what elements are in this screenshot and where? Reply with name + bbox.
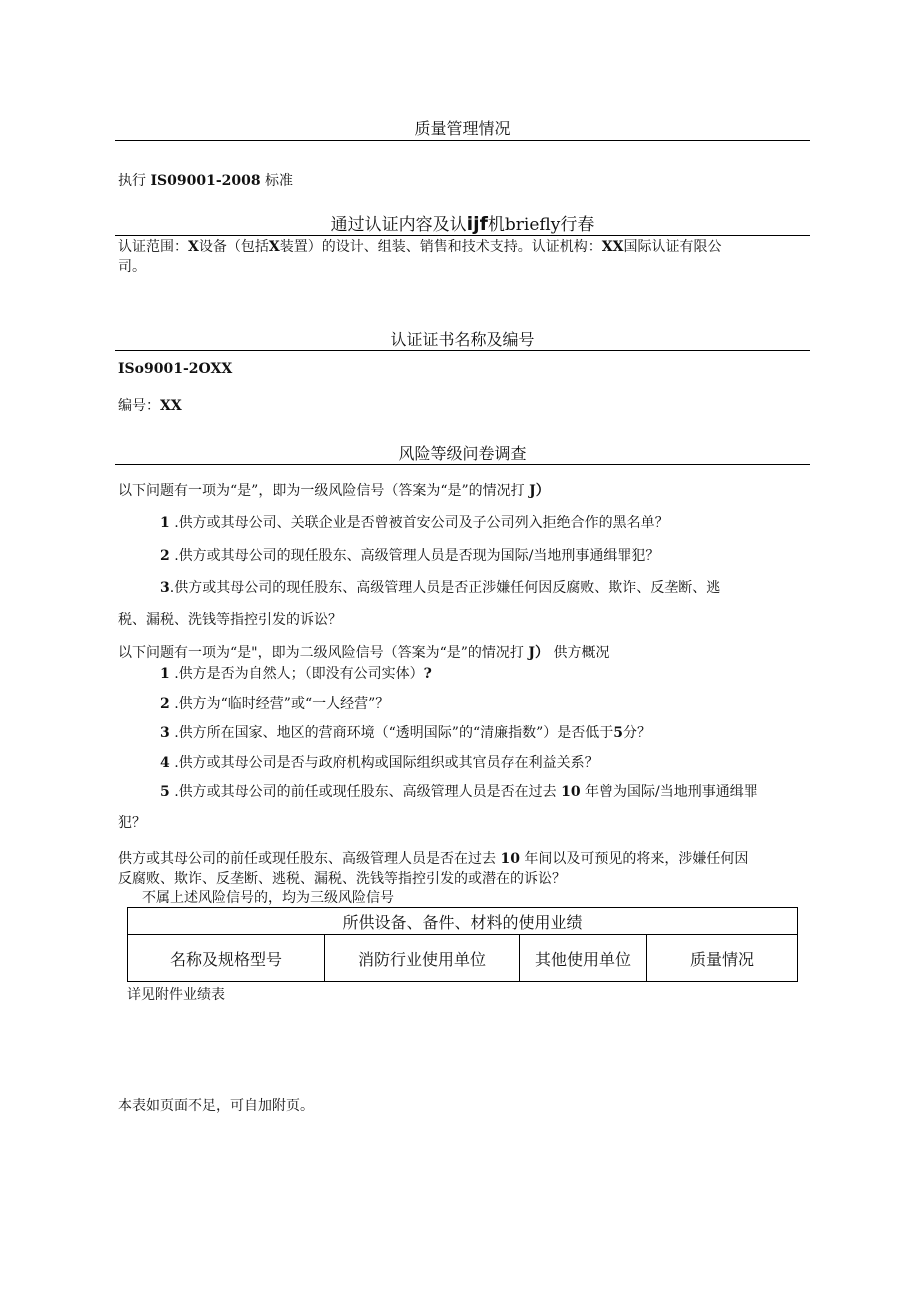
scope-x2: X	[268, 239, 280, 255]
cert-title-a: 通过认证内容及认	[330, 215, 467, 235]
scope-part4: 国际认证有限公	[623, 239, 722, 255]
item-number: 4	[160, 755, 170, 771]
column-header: 质量情况	[647, 935, 798, 982]
performance-table	[127, 907, 798, 982]
divider	[115, 235, 810, 236]
certificate-number-label: 编号：	[118, 398, 160, 414]
item-text: .供方是否为自然人；（即没有公司实体）	[174, 666, 424, 682]
certificate-name	[118, 359, 232, 379]
certificate-number	[118, 396, 182, 416]
column-header: 名称及规格型号	[128, 935, 325, 982]
level2-item	[160, 664, 432, 684]
level1-item	[160, 513, 669, 533]
standard-code: IS09001-2008	[150, 173, 261, 189]
scope-part3: 装置）的设计、组装、销售和技术支持。认证机构：	[279, 239, 602, 255]
level2-intro-mark: J）	[528, 645, 549, 661]
item-text: .供方或其母公司是否与政府机构或国际组织或其官员存在利益关系？	[174, 755, 599, 771]
scope-part2: 设备（包括	[198, 239, 269, 255]
certificate-number-value: XX	[160, 398, 182, 414]
item-text: .供方为“临时经营”或“一人经营”？	[174, 696, 390, 712]
level1-intro-text: 以下问题有一项为“是”，即为一级风险信号（答案为“是”的情况打	[118, 483, 525, 499]
level3-note: 不属上述风险信号的，均为三级风险信号	[142, 890, 394, 906]
cert-scope-line1	[118, 237, 721, 257]
extra-question-line2: 反腐败、欺诈、反垄断、逃税、漏税、洗钱等指控引发的或潜在的诉讼？	[118, 871, 566, 887]
item-number: 3	[160, 725, 170, 741]
level1-intro-mark: J）	[529, 483, 550, 499]
item-number: 1	[160, 666, 170, 682]
level2-intro-overview: 供方概况	[553, 645, 610, 661]
scope-org: XX	[601, 239, 624, 255]
extra-question-text: 年间以及可预见的将来，涉嫌任何因	[524, 851, 749, 867]
item-number: 5	[160, 784, 170, 800]
level2-item	[160, 723, 651, 743]
performance-note: 详见附件业绩表	[127, 987, 225, 1003]
item-number: 2	[160, 548, 170, 564]
certification-title	[115, 214, 810, 235]
divider	[115, 464, 810, 465]
item-number: 2	[160, 696, 170, 712]
item-number: 1	[160, 515, 170, 531]
item-text: .供方或其母公司的前任或现任股东、高级管理人员是否在过去	[174, 784, 557, 800]
performance-title: 所供设备、备件、材料的使用业绩	[128, 908, 798, 935]
level2-item	[160, 694, 389, 714]
extra-question-number: 10	[500, 851, 520, 867]
column-header: 其他使用单位	[520, 935, 647, 982]
item-text: .供方或其母公司的现任股东、高级管理人员是否现为国际/当地刑事通缉罪犯？	[174, 548, 660, 564]
standard-prefix: 执行	[118, 173, 146, 189]
level1-item	[160, 546, 659, 566]
cert-title-b: 机briefly行春	[487, 215, 595, 235]
cert-title-garble: ijf	[466, 213, 488, 235]
scope-x1: X	[188, 239, 199, 255]
level2-intro	[118, 643, 609, 663]
risk-title: 风险等级问卷调查	[398, 444, 527, 463]
certificate-name-value: ISo9001-2OXX	[118, 361, 233, 377]
divider	[115, 350, 810, 351]
level2-intro-text: 以下问题有一项为“是"，即为二级风险信号（答案为“是”的情况打	[118, 645, 524, 661]
item-tail: 10	[561, 784, 581, 800]
standard-suffix: 标准	[265, 173, 294, 189]
extra-question-line1	[118, 849, 748, 869]
scope-label: 认证范围：	[118, 239, 188, 255]
extra-question-text: 供方或其母公司的前任或现任股东、高级管理人员是否在过去	[118, 851, 496, 867]
divider	[115, 140, 810, 141]
quality-title: 质量管理情况	[414, 119, 511, 138]
level1-intro	[118, 481, 550, 501]
level2-item	[160, 753, 599, 773]
level1-item3-continued: 税、漏税、洗钱等指控引发的诉讼？	[118, 612, 342, 628]
item-text: .供方或其母公司的现任股东、高级管理人员是否正涉嫌任何因反腐败、欺诈、反垄断、逃	[169, 580, 721, 596]
item-number: 3	[160, 580, 170, 596]
level2-item	[160, 782, 758, 802]
item-tail-text: 分？	[623, 725, 652, 741]
item-tail: 5	[613, 725, 624, 741]
cert-scope-line2: 司。	[118, 259, 146, 275]
footer-note: 本表如页面不足，可自加附页。	[118, 1098, 314, 1114]
level2-item5-continued: 犯？	[118, 815, 146, 831]
standard-line	[118, 171, 293, 191]
column-header: 消防行业使用单位	[325, 935, 520, 982]
level1-item	[160, 578, 720, 598]
certificate-title: 认证证书名称及编号	[390, 330, 535, 349]
item-tail: ?	[423, 666, 432, 682]
item-text: .供方或其母公司、关联企业是否曾被首安公司及子公司列入拒绝合作的黑名单？	[174, 515, 669, 531]
item-text: .供方所在国家、地区的营商环境（“透明国际”的“清廉指数”）是否低于	[174, 725, 614, 741]
item-tail-text: 年曾为国际/当地刑事通缉罪	[585, 784, 758, 800]
